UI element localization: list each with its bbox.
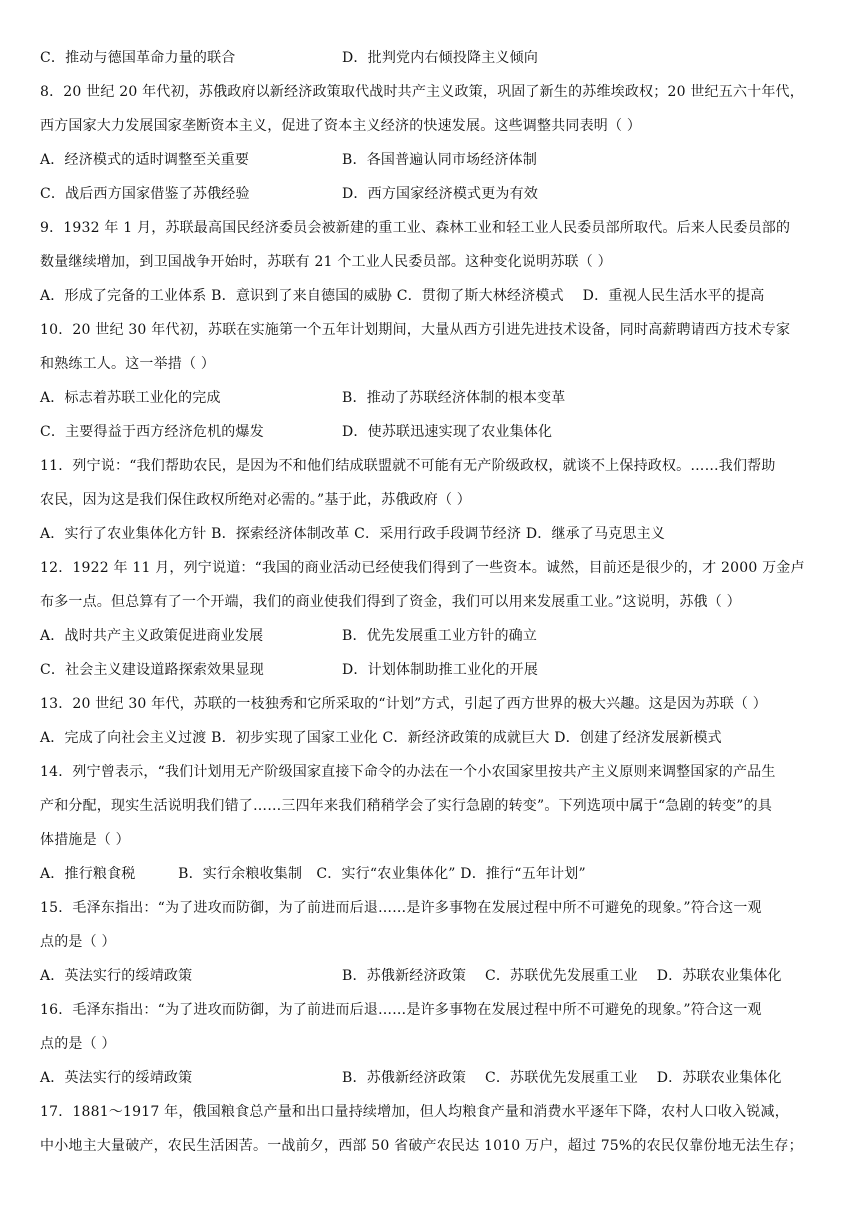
option-a: A．经济模式的适时调整至关重要 xyxy=(40,152,250,168)
question-9-stem: 数量继续增加，到卫国战争开始时，苏联有 21 个工业人民委员部。这种变化说明苏联（ ） xyxy=(40,254,612,270)
question-13-stem: 13．20 世纪 30 年代，苏联的一枝独秀和它所采取的“计划”方式，引起了西方世界的极大兴趣。这是因为苏联（ ） xyxy=(40,696,767,712)
option-a: A．英法实行的绥靖政策 xyxy=(40,1070,193,1086)
option-b: B．各国普遍认同市场经济体制 xyxy=(342,152,538,168)
question-8-stem: 8．20 世纪 20 年代初，苏俄政府以新经济政策取代战时共产主义政策，巩固了新生的苏维埃政权；20 世纪五六十年代， xyxy=(40,84,804,100)
question-14-stem: 14．列宁曾表示，“我们计划用无产阶级国家直接下命令的办法在一个小农国家里按共产主义原则来调整国家的产品生 xyxy=(40,764,776,780)
option-d: D．使苏联迅速实现了农业集体化 xyxy=(342,424,553,440)
option-line xyxy=(40,626,830,646)
question-16-stem: 点的是（ ） xyxy=(40,1036,116,1052)
question-9-stem: 9．1932 年 1 月，苏联最高国民经济委员会被新建的重工业、森林工业和轻工业人民委员部所取代。后来人民委员部的 xyxy=(40,220,791,236)
option-a: A．英法实行的绥靖政策 xyxy=(40,968,193,984)
option-c: C．推动与德国革命力量的联合 xyxy=(40,50,236,66)
options-abcd: A．推行粮食税 B．实行余粮收集制 C．实行“农业集体化” D．推行“五年计划” xyxy=(40,866,586,882)
option-line xyxy=(40,728,830,748)
question-12-stem: 12．1922 年 11 月，列宁说道：“我国的商业活动已经使我们得到了一些资本。诚然，目前还是很少的，才 2000 万金卢 xyxy=(40,560,805,576)
question-10-stem: 10．20 世纪 30 年代初，苏联在实施第一个五年计划期间，大量从西方引进先进技术设备，同时高薪聘请西方技术专家 xyxy=(40,322,791,338)
options-abcd: A．完成了向社会主义过渡 B．初步实现了国家工业化 C．新经济政策的成就巨大 D．创建了经济发展新模式 xyxy=(40,730,722,746)
question-15-stem: 15．毛泽东指出：“为了进攻而防御，为了前进而后退……是许多事物在发展过程中所不可避免的现象。”符合这一观 xyxy=(40,900,762,916)
option-a: A．战时共产主义政策促进商业发展 xyxy=(40,628,264,644)
question-14-stem: 体措施是（ ） xyxy=(40,832,130,848)
option-c: C．战后西方国家借鉴了苏俄经验 xyxy=(40,186,250,202)
option-d: D．西方国家经济模式更为有效 xyxy=(342,186,539,202)
question-12-stem: 布多一点。但总算有了一个开端，我们的商业使我们得到了资金，我们可以用来发展重工业。”这说明，苏俄（ ） xyxy=(40,594,741,610)
option-b: B．优先发展重工业方针的确立 xyxy=(342,628,538,644)
option-d: D．批判党内右倾投降主义倾向 xyxy=(342,50,539,66)
question-14-stem: 产和分配，现实生活说明我们错了……三四年来我们稍稍学会了实行急剧的转变”。下列选项中属于“急剧的转变”的具 xyxy=(40,798,773,814)
question-17-stem: 中小地主大量破产，农民生活困苦。一战前夕，西部 50 省破产农民达 1010 万户，超过 75%的农民仅靠份地无法生存； xyxy=(40,1138,803,1154)
option-line xyxy=(40,422,830,442)
option-a: A．标志着苏联工业化的完成 xyxy=(40,390,221,406)
option-line xyxy=(40,660,830,680)
question-11-stem: 农民，因为这是我们保住政权所绝对必需的。”基于此，苏俄政府（ ） xyxy=(40,492,472,508)
question-17-stem: 17．1881～1917 年，俄国粮食总产量和出口量持续增加，但人均粮食产量和消费水平逐年下降，农村人口收入锐减， xyxy=(40,1104,789,1120)
option-line xyxy=(40,184,830,204)
option-line xyxy=(40,286,830,306)
question-16-stem: 16．毛泽东指出：“为了进攻而防御，为了前进而后退……是许多事物在发展过程中所不可避免的现象。”符合这一观 xyxy=(40,1002,762,1018)
option-line xyxy=(40,966,830,986)
option-line xyxy=(40,1068,830,1088)
option-line xyxy=(40,388,830,408)
options-abcd: A．实行了农业集体化方针 B．探索经济体制改革 C．采用行政手段调节经济 D．继承了马克思主义 xyxy=(40,526,666,542)
option-line xyxy=(40,48,830,68)
question-8-stem: 西方国家大力发展国家垄断资本主义，促进了资本主义经济的快速发展。这些调整共同表明（ ） xyxy=(40,118,642,134)
option-b: B．推动了苏联经济体制的根本变革 xyxy=(342,390,566,406)
question-10-stem: 和熟练工人。这一举措（ ） xyxy=(40,356,216,372)
option-c: C．社会主义建设道路探索效果显现 xyxy=(40,662,264,678)
question-15-stem: 点的是（ ） xyxy=(40,934,116,950)
question-11-stem: 11．列宁说：“我们帮助农民，是因为不和他们结成联盟就不可能有无产阶级政权，就谈不上保持政权。……我们帮助 xyxy=(40,458,776,474)
option-line xyxy=(40,864,830,884)
options-bcd: B．苏俄新经济政策 C．苏联优先发展重工业 D．苏联农业集体化 xyxy=(342,968,782,984)
options-abcd: A．形成了完备的工业体系 B．意识到了来自德国的威胁 C．贯彻了斯大林经济模式 D．重视人民生活水平的提高 xyxy=(40,288,765,304)
option-d: D．计划体制助推工业化的开展 xyxy=(342,662,539,678)
options-bcd: B．苏俄新经济政策 C．苏联优先发展重工业 D．苏联农业集体化 xyxy=(342,1070,782,1086)
option-c: C．主要得益于西方经济危机的爆发 xyxy=(40,424,264,440)
option-line xyxy=(40,524,830,544)
option-line xyxy=(40,150,830,170)
